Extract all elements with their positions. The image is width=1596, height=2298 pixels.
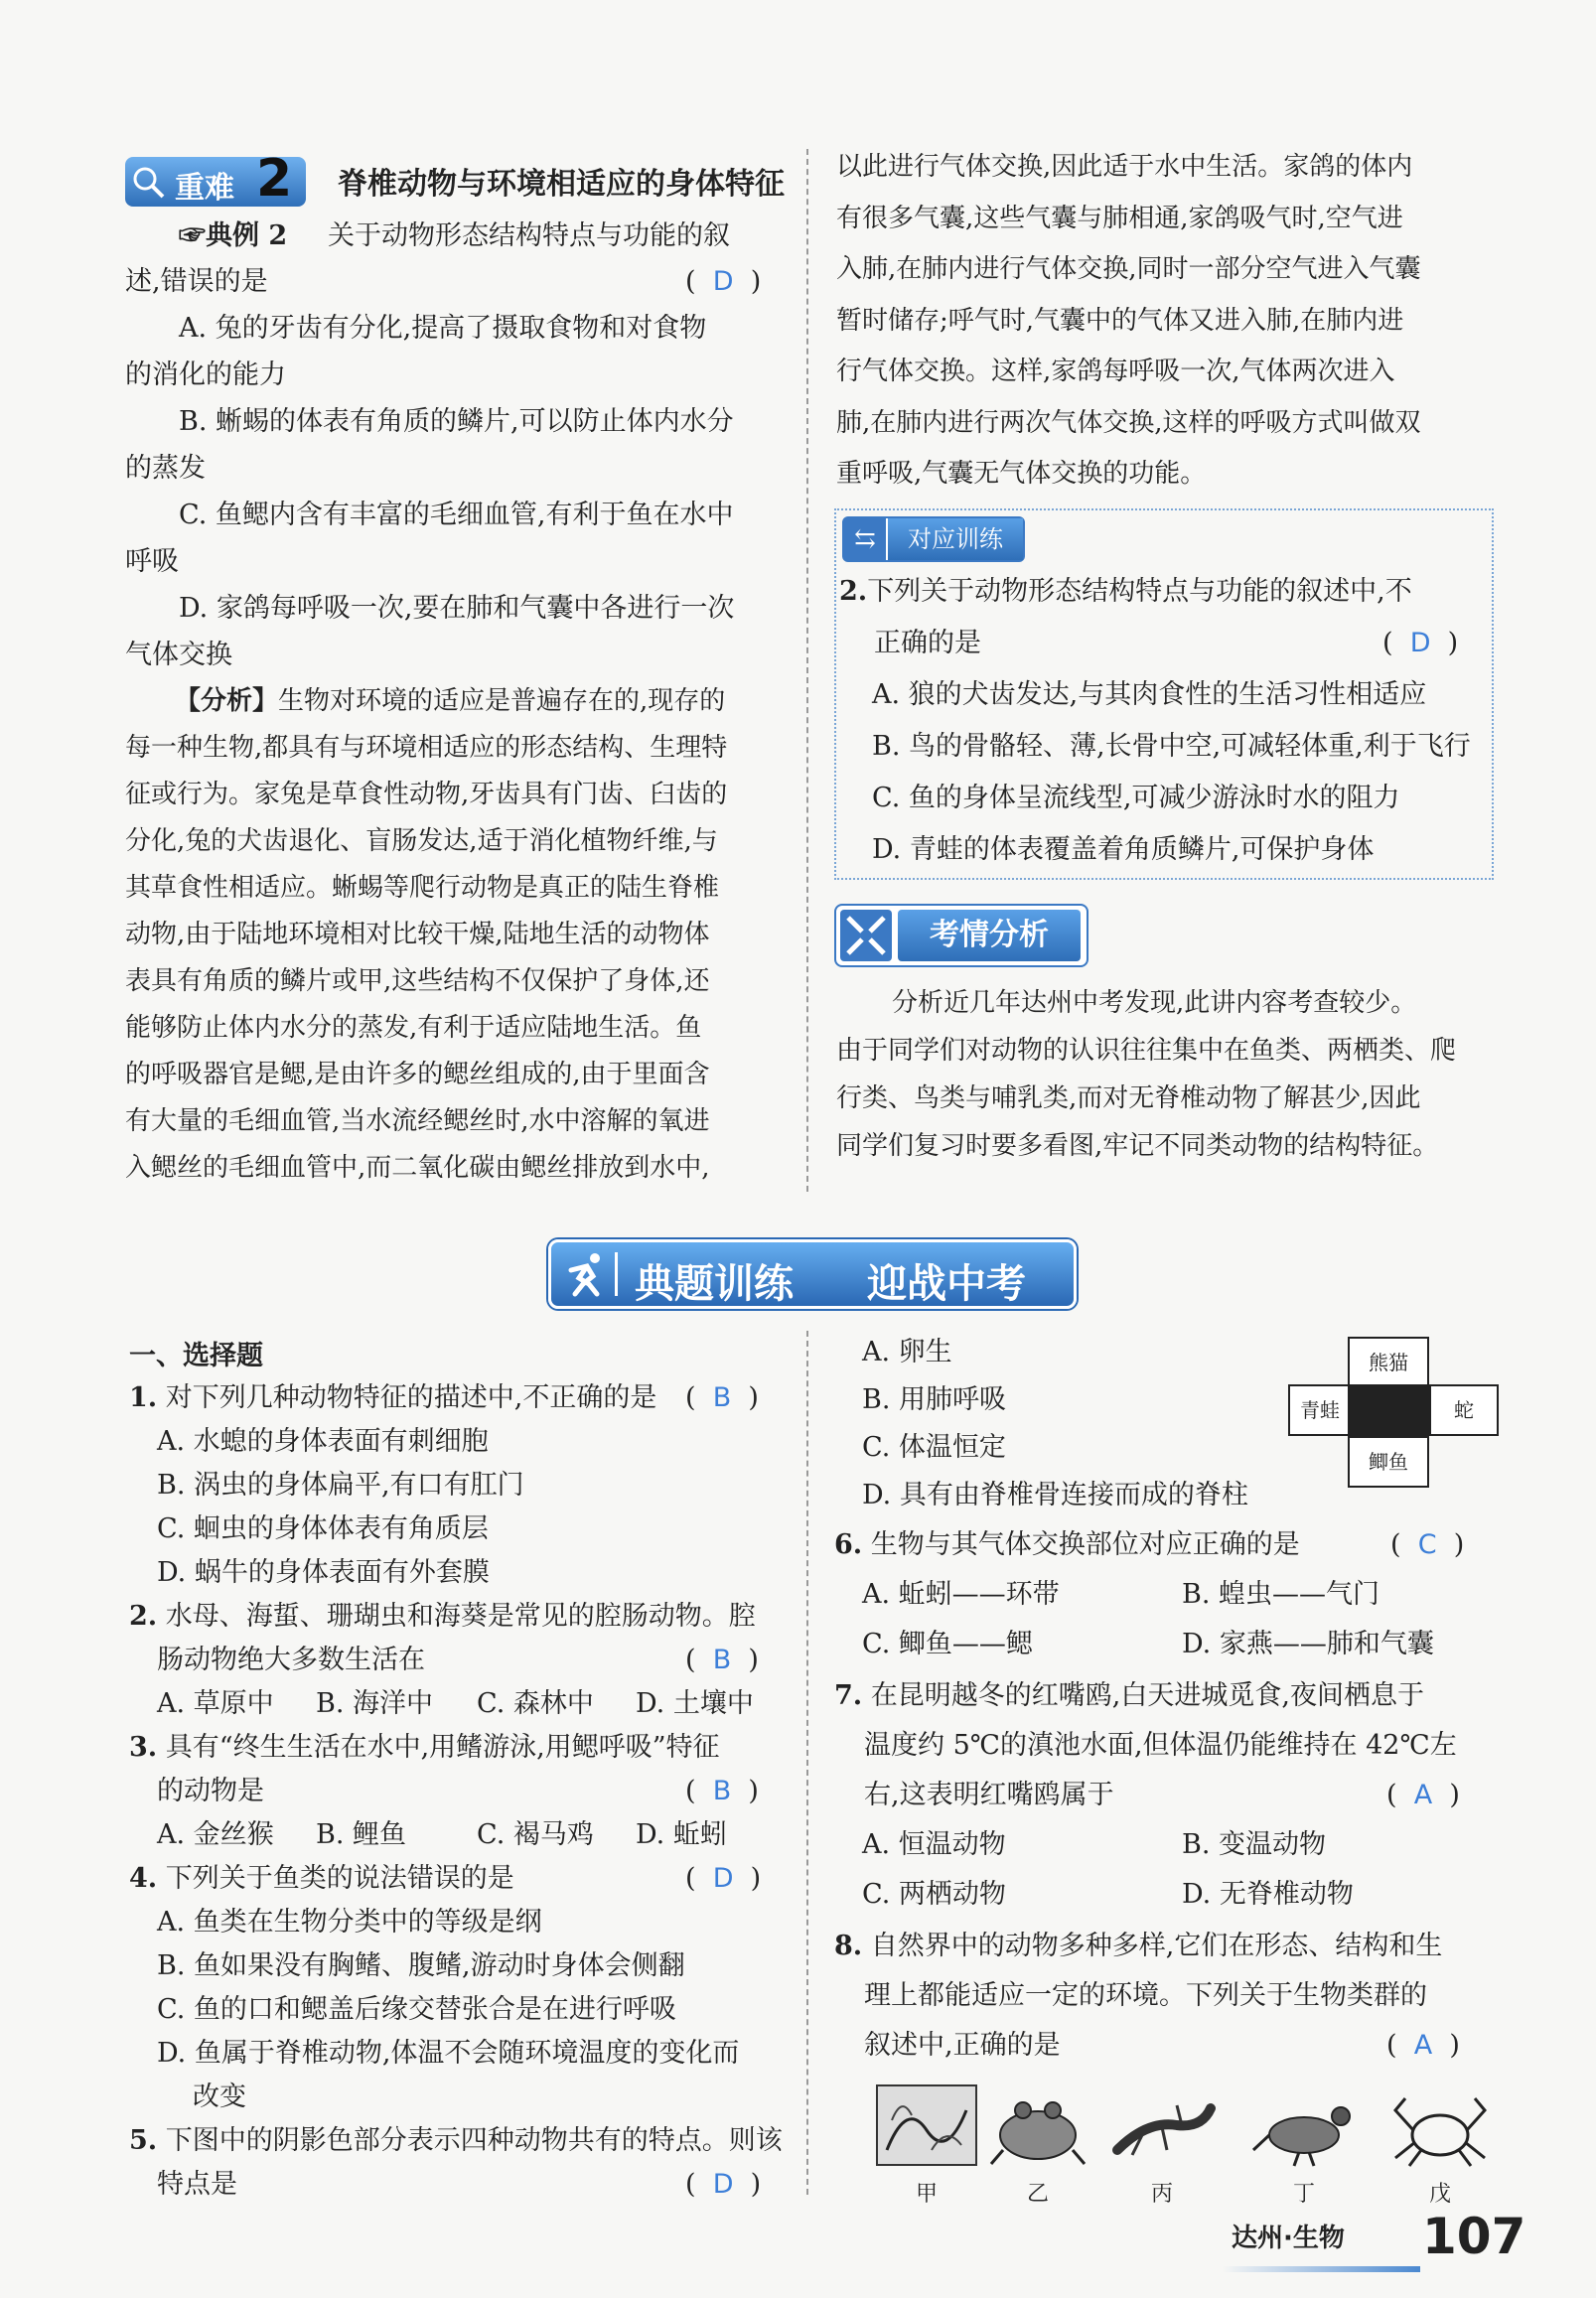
banner-separator bbox=[615, 1252, 618, 1296]
example2-stem: 关于动物形态结构特点与功能的叙 bbox=[328, 220, 730, 251]
example2-option-b: B. 蜥蜴的体表有角质的鳞片,可以防止体内水分 bbox=[179, 406, 734, 437]
q4-option-b: B. 鱼如果没有胸鳍、腹鳍,游动时身体会侧翻 bbox=[157, 1950, 685, 1981]
q5-option-a: A. 卵生 bbox=[862, 1337, 952, 1367]
q5-option-d: D. 具有由脊椎骨连接而成的脊柱 bbox=[862, 1480, 1248, 1510]
training-option-b: B. 鸟的骨骼轻、薄,长骨中空,可减轻体重,利于飞行 bbox=[872, 731, 1471, 762]
q3-stem: 3. 具有“终生生活在水中,用鳍游泳,用鳃呼吸”特征 bbox=[129, 1732, 720, 1763]
analysis-right-5: 行气体交换。这样,家鸽每呼吸一次,气体两次进入 bbox=[836, 357, 1395, 386]
example2-option-a-2: 的消化的能力 bbox=[125, 359, 286, 390]
training-badge bbox=[842, 516, 1025, 562]
example2-option-d-2: 气体交换 bbox=[125, 640, 232, 670]
q4-option-c: C. 鱼的口和鳃盖后缘交替张合是在进行呼吸 bbox=[157, 1994, 676, 2025]
practice-banner bbox=[548, 1239, 1077, 1309]
exam-badge bbox=[834, 904, 1088, 967]
training-option-c: C. 鱼的身体呈流线型,可减少游泳时水的阻力 bbox=[872, 783, 1400, 813]
q2-stem-2: 肠动物绝大多数生活在 bbox=[157, 1645, 425, 1675]
q5-option-b: B. 用肺呼吸 bbox=[862, 1384, 1007, 1415]
lizard-illustration bbox=[1107, 2081, 1217, 2170]
banner-left: 典题训练 bbox=[635, 1261, 794, 1307]
example2-label: ☞典例 2 bbox=[179, 220, 288, 251]
q7-stem-3: 右,这表明红嘴鸥属于 bbox=[864, 1780, 1114, 1810]
q7-stem: 7. 在昆明越冬的红嘴鸥,白天进城觅食,夜间栖息于 bbox=[834, 1680, 1424, 1711]
page-number: 107 bbox=[1422, 2208, 1526, 2265]
q6-option-a: A. 蚯蚓——环带 bbox=[862, 1579, 1060, 1610]
analysis-right-1: 以此进行气体交换,因此适于水中生活。家鸽的体内 bbox=[836, 152, 1413, 182]
example2-stem-2: 述,错误的是 bbox=[125, 266, 268, 297]
q1-option-d: D. 蜗牛的身体表面有外套膜 bbox=[157, 1557, 490, 1588]
analysis-right-2: 有很多气囊,这些气囊与肺相通,家鸽吸气时,空气进 bbox=[836, 204, 1403, 233]
section2-badge-number: 2 bbox=[256, 149, 293, 209]
section2-badge-label: 重难 bbox=[175, 171, 234, 206]
q2-option-c: C. 森林中 bbox=[477, 1688, 594, 1719]
q4-option-d-2: 改变 bbox=[193, 2082, 246, 2112]
example2-option-c: C. 鱼鳃内含有丰富的毛细血管,有利于鱼在水中 bbox=[179, 500, 734, 530]
analysis-line-8: 能够防止体内水分的蒸发,有利于适应陆地生活。鱼 bbox=[125, 1013, 702, 1043]
q4-option-d: D. 鱼属于脊椎动物,体温不会随环境温度的变化而 bbox=[157, 2038, 740, 2069]
q5-answer: ( D ) bbox=[685, 2169, 762, 2200]
choice-heading: 一、选择题 bbox=[129, 1341, 263, 1371]
analysis-line-4: 分化,兔的犬齿退化、盲肠发达,适于消化植物纤维,与 bbox=[125, 826, 718, 856]
swap-icon: ⇆ bbox=[844, 518, 886, 560]
analysis-line-6: 动物,由于陆地环境相对比较干燥,陆地生活的动物体 bbox=[125, 920, 710, 949]
q5-option-c: C. 体温恒定 bbox=[862, 1432, 1006, 1463]
crab-illustration bbox=[1385, 2081, 1495, 2170]
q3-answer: ( B ) bbox=[685, 1776, 759, 1806]
analysis-line-11: 入鳃丝的毛细血管中,而二氧化碳由鳃丝排放到水中, bbox=[125, 1153, 710, 1183]
grid-right: 蛇 bbox=[1429, 1384, 1499, 1436]
q6-option-d: D. 家燕——肺和气囊 bbox=[1182, 1629, 1434, 1659]
analysis-line-3: 征或行为。家兔是草食性动物,牙齿具有门齿、臼齿的 bbox=[125, 780, 728, 809]
training-badge-label: 对应训练 bbox=[888, 518, 1023, 560]
q7-option-c: C. 两栖动物 bbox=[862, 1879, 1006, 1910]
label-ding: 丁 bbox=[1292, 2182, 1315, 2207]
q3-option-d: D. 蚯蚓 bbox=[636, 1819, 727, 1850]
q6-option-b: B. 蝗虫——气门 bbox=[1182, 1579, 1380, 1610]
q4-option-a: A. 鱼类在生物分类中的等级是纲 bbox=[157, 1907, 542, 1938]
grid-left: 青蛙 bbox=[1288, 1384, 1352, 1436]
pigeon-illustration bbox=[1249, 2081, 1359, 2170]
example2-answer: D bbox=[712, 266, 734, 297]
label-wu: 戊 bbox=[1428, 2182, 1451, 2207]
section2-badge bbox=[125, 149, 306, 209]
label-jia: 甲 bbox=[915, 2182, 938, 2207]
exam-badge-label: 考情分析 bbox=[898, 910, 1081, 961]
magnifier-icon bbox=[131, 165, 167, 201]
q7-option-d: D. 无脊椎动物 bbox=[1182, 1879, 1354, 1910]
label-bing: 丙 bbox=[1150, 2182, 1173, 2207]
q4-stem: 4. 下列关于鱼类的说法错误的是 bbox=[129, 1863, 514, 1894]
footer-region: 达州·生物 bbox=[1232, 2224, 1345, 2253]
q3-option-c: C. 褐马鸡 bbox=[477, 1819, 594, 1850]
q1-stem: 1. 对下列几种动物特征的描述中,不正确的是 bbox=[129, 1382, 657, 1413]
q2-option-a: A. 草原中 bbox=[157, 1688, 274, 1719]
example2-option-a: A. 兔的牙齿有分化,提高了摄取食物和对食物 bbox=[179, 313, 707, 344]
q4-answer: ( D ) bbox=[685, 1863, 762, 1894]
frog-illustration bbox=[983, 2081, 1092, 2170]
arrows-icon bbox=[840, 910, 892, 961]
q7-stem-2: 温度约 5℃的滇池水面,但体温仍能维持在 42℃左 bbox=[864, 1730, 1457, 1761]
analysis-right-7: 重呼吸,气囊无气体交换的功能。 bbox=[836, 459, 1207, 489]
runner-icon bbox=[561, 1250, 609, 1298]
q7-option-a: A. 恒温动物 bbox=[862, 1829, 1006, 1860]
example2-option-d: D. 家鸽每呼吸一次,要在肺和气囊中各进行一次 bbox=[179, 593, 735, 624]
q5-stem-2: 特点是 bbox=[157, 2169, 237, 2200]
example2-answer-bracket: ( D ) bbox=[685, 266, 762, 297]
example2-option-b-2: 的蒸发 bbox=[125, 453, 206, 484]
q1-answer: ( B ) bbox=[685, 1382, 759, 1413]
q2-option-d: D. 土壤中 bbox=[636, 1688, 754, 1719]
section2-title: 脊椎动物与环境相适应的身体特征 bbox=[338, 167, 785, 202]
q5-stem: 5. 下图中的阴影色部分表示四种动物共有的特点。则该 bbox=[129, 2125, 783, 2156]
q6-option-c: C. 鲫鱼——鳃 bbox=[862, 1629, 1033, 1659]
analysis-label: 【分析】 bbox=[175, 686, 279, 716]
q8-stem-3: 叙述中,正确的是 bbox=[864, 2030, 1061, 2061]
q3-stem-2: 的动物是 bbox=[157, 1776, 264, 1806]
grid-top: 熊猫 bbox=[1348, 1337, 1429, 1388]
banner-right: 迎战中考 bbox=[867, 1261, 1026, 1307]
q6-stem: 6. 生物与其气体交换部位对应正确的是 bbox=[834, 1529, 1300, 1560]
hydra-illustration bbox=[872, 2081, 981, 2170]
exam-line-1: 分析近几年达州中考发现,此讲内容考查较少。 bbox=[892, 988, 1417, 1018]
column-divider-bottom bbox=[806, 1331, 808, 2195]
q1-option-a: A. 水螅的身体表面有刺细胞 bbox=[157, 1426, 489, 1457]
training-option-a: A. 狼的犬齿发达,与其肉食性的生活习性相适应 bbox=[872, 679, 1427, 710]
analysis-line-2: 每一种生物,都具有与环境相适应的形态结构、生理特 bbox=[125, 733, 728, 763]
column-divider-top bbox=[806, 149, 808, 1192]
grid-shaded-center bbox=[1348, 1384, 1429, 1436]
exam-line-2: 由于同学们对动物的认识往往集中在鱼类、两栖类、爬 bbox=[836, 1036, 1457, 1066]
analysis-line-10: 有大量的毛细血管,当水流经鳃丝时,水中溶解的氧进 bbox=[125, 1106, 710, 1136]
label-yi: 乙 bbox=[1026, 2182, 1049, 2207]
q2-option-b: B. 海洋中 bbox=[316, 1688, 434, 1719]
q2-stem: 2. 水母、海蜇、珊瑚虫和海葵是常见的腔肠动物。腔 bbox=[129, 1601, 756, 1632]
example2-option-c-2: 呼吸 bbox=[125, 546, 179, 577]
analysis-right-3: 入肺,在肺内进行气体交换,同时一部分空气进入气囊 bbox=[836, 254, 1421, 284]
q8-answer: ( A ) bbox=[1386, 2030, 1460, 2061]
grid-bottom: 鲫鱼 bbox=[1348, 1436, 1429, 1488]
training-question: 2.下列关于动物形态结构特点与功能的叙述中,不 bbox=[839, 576, 1412, 607]
analysis-right-6: 肺,在肺内进行两次气体交换,这样的呼吸方式叫做双 bbox=[836, 408, 1421, 438]
training-option-d: D. 青蛙的体表覆盖着角质鳞片,可保护身体 bbox=[872, 834, 1375, 865]
q7-option-b: B. 变温动物 bbox=[1182, 1829, 1327, 1860]
q3-option-b: B. 鲤鱼 bbox=[316, 1819, 407, 1850]
analysis-right-4: 暂时储存;呼气时,气囊中的气体又进入肺,在肺内进 bbox=[836, 306, 1404, 336]
q1-option-c: C. 蛔虫的身体体表有角质层 bbox=[157, 1513, 489, 1544]
exam-line-3: 行类、鸟类与哺乳类,而对无脊椎动物了解甚少,因此 bbox=[836, 1083, 1421, 1113]
training-answer: ( D ) bbox=[1382, 628, 1459, 658]
analysis-line-5: 其草食性相适应。蜥蜴等爬行动物是真正的陆生脊椎 bbox=[125, 873, 720, 903]
q8-stem: 8. 自然界中的动物多种多样,它们在形态、结构和生 bbox=[834, 1931, 1443, 1961]
exam-line-4: 同学们复习时要多看图,牢记不同类动物的结构特征。 bbox=[836, 1131, 1439, 1161]
q6-answer: ( C ) bbox=[1390, 1529, 1465, 1560]
footer-underline bbox=[1222, 2266, 1420, 2272]
analysis-line-1: 【分析】生物对环境的适应是普遍存在的,现存的 bbox=[175, 686, 726, 716]
q3-option-a: A. 金丝猴 bbox=[157, 1819, 274, 1850]
q2-answer: ( B ) bbox=[685, 1645, 759, 1675]
q7-answer: ( A ) bbox=[1386, 1780, 1460, 1810]
analysis-line-9: 的呼吸器官是鳃,是由许多的鳃丝组成的,由于里面含 bbox=[125, 1060, 710, 1089]
q8-stem-2: 理上都能适应一定的环境。下列关于生物类群的 bbox=[864, 1980, 1427, 2011]
analysis-line-7: 表具有角质的鳞片或甲,这些结构不仅保护了身体,还 bbox=[125, 966, 710, 996]
training-question-2: 正确的是 bbox=[874, 628, 981, 658]
q1-option-b: B. 涡虫的身体扁平,有口有肛门 bbox=[157, 1470, 524, 1501]
